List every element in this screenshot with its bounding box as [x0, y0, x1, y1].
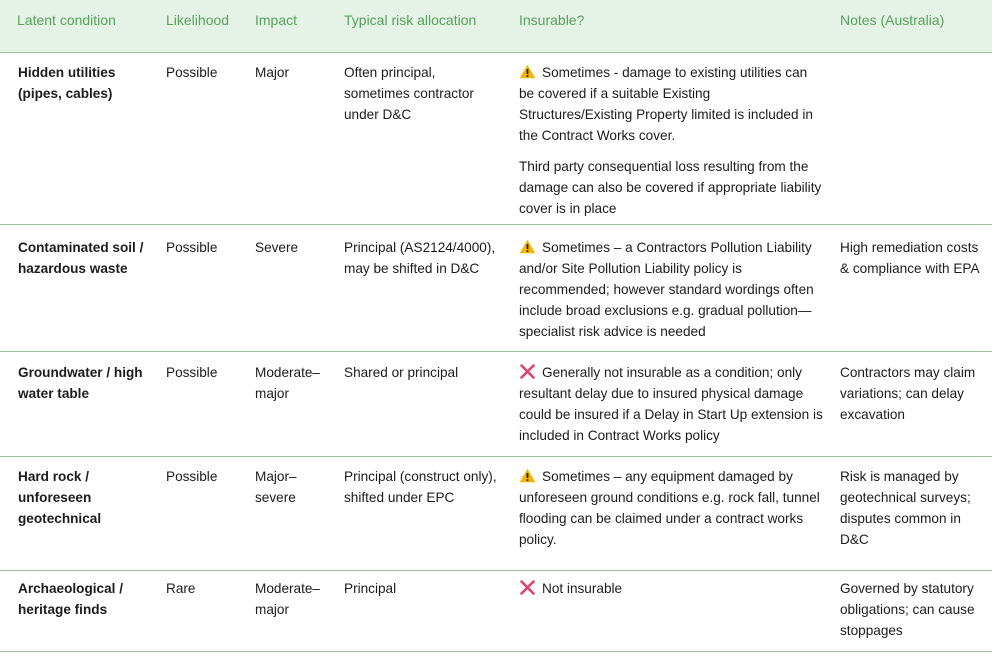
table-row [0, 457, 992, 571]
insurable-text: Sometimes – a Contractors Pollution Liability and/or Site Pollution Liability policy is recommended; however standard wordings often include broad exclusions e.g. gradual pollution—specialist risk advice is needed [519, 240, 814, 339]
likelihood-cell: Rare [166, 581, 196, 596]
condition-cell: Hidden utilities (pipes, cables) [18, 65, 116, 101]
cross-icon [519, 580, 536, 595]
insurable-text: Generally not insurable as a condition; only resultant delay due to insured physical damage could be insured if a Delay in Start Up extension is included in Contract Works policy [519, 365, 823, 443]
header-likelihood: Likelihood [166, 12, 230, 28]
warning-icon [519, 64, 536, 79]
cross-icon [519, 364, 536, 379]
likelihood-cell: Possible [166, 65, 218, 80]
impact-cell: Major–severe [255, 469, 297, 505]
allocation-cell: Principal (construct only), shifted under EPC [344, 469, 497, 505]
notes-cell: Governed by statutory obligations; can cause stoppages [840, 581, 975, 638]
table-row [0, 571, 992, 652]
allocation-cell: Principal [344, 581, 397, 596]
insurable-cell [519, 237, 824, 342]
table-row [0, 225, 992, 352]
condition-cell: Hard rock / unforeseen geotechnical [18, 469, 102, 526]
header-latent-condition: Latent condition [17, 12, 116, 28]
header-impact: Impact [255, 12, 298, 28]
likelihood-cell: Possible [166, 469, 218, 484]
allocation-cell: Shared or principal [344, 365, 459, 380]
insurable-text: Sometimes – any equipment damaged by unforeseen ground conditions e.g. rock fall, tunnel flooding can be claimed under a contract works policy. [519, 469, 820, 547]
likelihood-cell: Possible [166, 365, 218, 380]
condition-cell: Contaminated soil / hazardous waste [18, 240, 144, 276]
impact-cell: Moderate–major [255, 581, 320, 617]
header-risk-allocation: Typical risk allocation [344, 12, 477, 28]
header-insurable: Insurable? [519, 12, 585, 28]
table-row [0, 352, 992, 457]
impact-cell: Major [255, 65, 289, 80]
notes-cell: Risk is managed by geotechnical surveys; disputes common in D&C [840, 469, 971, 547]
allocation-cell: Principal (AS2124/4000), may be shifted in D&C [344, 240, 496, 276]
insurable-text: Sometimes - damage to existing utilities can be covered if a suitable Existing Structures/Existing Property limited is included in the Contract Works cover. [519, 65, 813, 143]
likelihood-cell: Possible [166, 240, 218, 255]
insurable-cell [519, 466, 824, 550]
notes-cell: High remediation costs & compliance with EPA [840, 240, 980, 276]
warning-icon [519, 239, 536, 254]
allocation-cell: Often principal, sometimes contractor under D&C [344, 65, 474, 122]
insurable-cell [519, 362, 829, 446]
warning-icon [519, 468, 536, 483]
notes-cell: Contractors may claim variations; can delay excavation [840, 365, 976, 422]
insurable-text: Not insurable [542, 581, 623, 596]
table-header [0, 0, 992, 53]
condition-cell: Archaeological / heritage finds [18, 581, 124, 617]
insurable-extra-text: Third party consequential loss resulting from the damage can also be covered if appropriate liability cover is in place [519, 159, 822, 216]
table-row [0, 53, 992, 225]
impact-cell: Moderate–major [255, 365, 320, 401]
impact-cell: Severe [255, 240, 299, 255]
insurable-cell [519, 62, 824, 219]
condition-cell: Groundwater / high water table [18, 365, 143, 401]
insurable-cell [519, 578, 824, 599]
header-notes: Notes (Australia) [840, 12, 945, 28]
